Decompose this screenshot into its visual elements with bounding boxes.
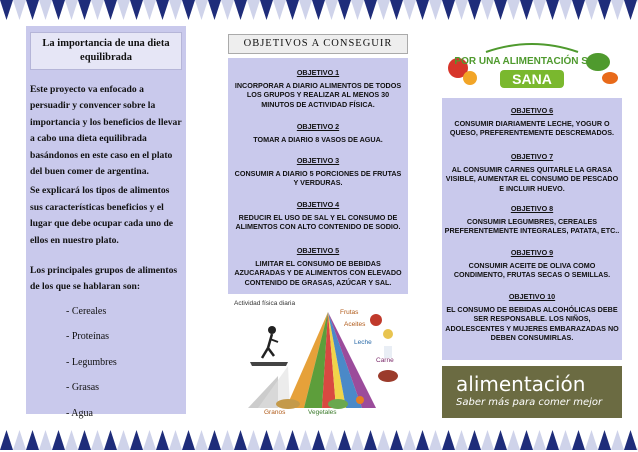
border-triangle — [65, 430, 78, 450]
border-triangle — [481, 430, 494, 450]
objective-block — [232, 246, 404, 287]
border-triangle — [468, 0, 481, 20]
objective-block — [232, 122, 404, 144]
brand-title: alimentación — [456, 372, 586, 396]
border-triangle — [195, 0, 208, 20]
food-group-list — [30, 299, 183, 427]
intro-title: La importancia de una dieta equilibrada — [30, 32, 182, 70]
objective-text: INCORPORAR A DIARIO ALIMENTOS DE TODOS LOS GRUPOS Y REALIZAR AL MENOS 30 MINUTOS DE ACTIVIDAD FÍSICA. — [234, 81, 402, 109]
objective-title: OBJETIVO 9 — [510, 248, 554, 257]
pyramid-label: Granos — [264, 409, 286, 416]
border-triangle — [78, 0, 91, 20]
border-triangle — [26, 0, 39, 20]
border-triangle — [117, 0, 130, 20]
border-triangle — [611, 430, 624, 450]
pyramid-label: Carne — [376, 357, 394, 364]
border-triangle — [286, 430, 299, 450]
border-triangle — [182, 430, 195, 450]
food-group-item: - Agua — [66, 407, 93, 419]
border-triangle — [585, 430, 598, 450]
border-triangle — [572, 0, 585, 20]
border-triangle — [91, 0, 104, 20]
border-triangle — [442, 430, 455, 450]
border-triangle — [247, 430, 260, 450]
food-group-item: - Proteínas — [66, 331, 110, 343]
objective-text: CONSUMIR ACEITE DE OLIVA COMO CONDIMENTO, FRUTAS SECAS O SEMILLAS. — [453, 261, 611, 280]
border-triangle — [624, 0, 637, 20]
border-triangle — [624, 430, 637, 450]
food-group-item: - Legumbres — [66, 356, 117, 368]
border-triangle — [377, 0, 390, 20]
border-triangle — [507, 430, 520, 450]
border-triangle — [429, 430, 442, 450]
top-triangle-border — [0, 0, 638, 22]
border-triangle — [273, 430, 286, 450]
objective-title: OBJETIVO 10 — [508, 292, 556, 301]
border-triangle — [416, 430, 429, 450]
objective-text: TOMAR A DIARIO 8 VASOS DE AGUA. — [253, 135, 383, 145]
intro-paragraph: Este proyecto va enfocado a persuadir y convencer sobre la importancia y los beneficios de llevar a cabo una dieta equilibrada basándonos en este caso en el plato del buen comer de argentina. — [30, 84, 182, 178]
objective-text: CONSUMIR DIARIAMENTE LECHE, YOGUR O QUESO, PREFERENTEMENTE DESCREMADOS. — [449, 119, 615, 138]
border-triangle — [598, 0, 611, 20]
border-triangle — [0, 430, 13, 450]
objective-block — [232, 200, 404, 232]
border-triangle — [312, 0, 325, 20]
objective-title: OBJETIVO 6 — [510, 106, 554, 115]
border-triangle — [507, 0, 520, 20]
intro-body — [30, 82, 183, 426]
border-triangle — [585, 0, 598, 20]
border-triangle — [390, 430, 403, 450]
border-triangle — [104, 0, 117, 20]
objective-title: OBJETIVO 2 — [296, 122, 340, 131]
border-triangle — [117, 430, 130, 450]
objective-text: CONSUMIR A DIARIO 5 PORCIONES DE FRUTAS Y VERDURAS. — [234, 169, 402, 188]
border-triangle — [39, 0, 52, 20]
border-triangle — [572, 430, 585, 450]
border-triangle — [26, 430, 39, 450]
border-triangle — [52, 0, 65, 20]
border-triangle — [247, 0, 260, 20]
objective-title: OBJETIVO 4 — [296, 200, 340, 209]
objective-block — [232, 68, 404, 109]
border-triangle — [39, 430, 52, 450]
border-triangle — [65, 0, 78, 20]
border-triangle — [520, 430, 533, 450]
border-triangle — [156, 430, 169, 450]
objective-text: AL CONSUMIR CARNES QUITARLE LA GRASA VISIBLE, AUMENTAR EL CONSUMO DE PESCADO E INCLUIR HUEVO. — [445, 165, 619, 193]
border-triangle — [390, 0, 403, 20]
border-triangle — [234, 430, 247, 450]
border-triangle — [13, 0, 26, 20]
objectives-header: OBJETIVOS A CONSEGUIR — [228, 34, 408, 54]
border-triangle — [299, 430, 312, 450]
logo-text: POR UNA ALIMENTACIÓN SANA — [454, 56, 610, 67]
border-triangle — [533, 430, 546, 450]
border-triangle — [533, 0, 546, 20]
objective-text: REDUCIR EL USO DE SAL Y EL CONSUMO DE ALIMENTOS CON ALTO CONTENIDO DE SODIO. — [235, 213, 401, 232]
logo-mark: SANA — [512, 71, 552, 87]
border-triangle — [403, 430, 416, 450]
border-triangle — [546, 0, 559, 20]
border-triangle — [169, 0, 182, 20]
border-triangle — [208, 430, 221, 450]
healthy-eating-logo — [442, 38, 622, 98]
border-triangle — [468, 430, 481, 450]
border-triangle — [130, 0, 143, 20]
border-triangle — [195, 430, 208, 450]
pyramid-label: Aceites — [344, 321, 366, 328]
objective-text: LIMITAR EL CONSUMO DE BEBIDAS AZUCARADAS Y DE ALIMENTOS CON ELEVADO CONTENIDO DE GRASAS, AZÚCAR Y SAL. — [234, 259, 402, 287]
food-pyramid-image — [228, 296, 410, 418]
border-triangle — [13, 430, 26, 450]
border-triangle — [221, 430, 234, 450]
objective-title: OBJETIVO 5 — [296, 246, 340, 255]
border-triangle — [611, 0, 624, 20]
pyramid-label: Frutas — [340, 309, 359, 316]
border-triangle — [299, 0, 312, 20]
border-triangle — [351, 0, 364, 20]
border-triangle — [325, 0, 338, 20]
border-triangle — [325, 430, 338, 450]
brand-subtitle: Saber más para comer mejor — [456, 397, 603, 408]
objective-block — [232, 156, 404, 188]
border-triangle — [338, 0, 351, 20]
objective-block — [444, 292, 620, 342]
objective-title: OBJETIVO 3 — [296, 156, 340, 165]
border-triangle — [234, 0, 247, 20]
border-triangle — [416, 0, 429, 20]
border-triangle — [364, 430, 377, 450]
border-triangle — [377, 430, 390, 450]
brand-banner — [442, 366, 622, 418]
border-triangle — [481, 0, 494, 20]
border-triangle — [520, 0, 533, 20]
border-triangle — [364, 0, 377, 20]
border-triangle — [260, 430, 273, 450]
border-triangle — [286, 0, 299, 20]
border-triangle — [273, 0, 286, 20]
border-triangle — [455, 0, 468, 20]
border-triangle — [494, 0, 507, 20]
pyramid-caption: Actividad física diaria — [234, 300, 296, 307]
border-triangle — [442, 0, 455, 20]
border-triangle — [130, 430, 143, 450]
objective-block — [444, 248, 620, 280]
border-triangle — [403, 0, 416, 20]
border-triangle — [221, 0, 234, 20]
border-triangle — [429, 0, 442, 20]
objective-text: EL CONSUMO DE BEBIDAS ALCOHÓLICAS DEBE SER RESPONSABLE. LOS NIÑOS, ADOLESCENTES Y MUJERES EMBARAZADAS NO DEBEN CONSUMIRLAS. — [445, 305, 619, 342]
objective-title: OBJETIVO 8 — [510, 204, 554, 213]
border-triangle — [494, 430, 507, 450]
objective-title: OBJETIVO 7 — [510, 152, 554, 161]
border-triangle — [182, 0, 195, 20]
food-group-item: - Cereales — [66, 305, 107, 317]
objective-text: CONSUMIR LEGUMBRES, CEREALES PREFERENTEMENTE INTEGRALES, PATATA, ETC.. — [444, 217, 620, 236]
bottom-triangle-border — [0, 428, 638, 450]
border-triangle — [338, 430, 351, 450]
intro-paragraph: Se explicará los tipos de alimentos sus características beneficios y el lugar que debe ocupar cada uno de ellos en nuestro plato. — [30, 185, 174, 246]
border-triangle — [143, 430, 156, 450]
pyramid-label: Vegetales — [308, 409, 337, 416]
food-group-item: - Grasas — [66, 382, 100, 394]
border-triangle — [104, 430, 117, 450]
border-triangle — [598, 430, 611, 450]
pyramid-label: Leche — [354, 339, 372, 346]
border-triangle — [169, 430, 182, 450]
border-triangle — [559, 430, 572, 450]
border-triangle — [546, 430, 559, 450]
border-triangle — [143, 0, 156, 20]
objective-block — [444, 204, 620, 236]
objective-block — [444, 106, 620, 138]
border-triangle — [208, 0, 221, 20]
border-triangle — [351, 430, 364, 450]
border-triangle — [91, 430, 104, 450]
border-triangle — [0, 0, 13, 20]
border-triangle — [52, 430, 65, 450]
border-triangle — [78, 430, 91, 450]
border-triangle — [312, 430, 325, 450]
objective-title: OBJETIVO 1 — [296, 68, 340, 77]
intro-paragraph: Los principales grupos de alimentos de los que se hablaran son: — [30, 265, 178, 293]
border-triangle — [559, 0, 572, 20]
objective-block — [444, 152, 620, 193]
border-triangle — [156, 0, 169, 20]
border-triangle — [260, 0, 273, 20]
border-triangle — [455, 430, 468, 450]
